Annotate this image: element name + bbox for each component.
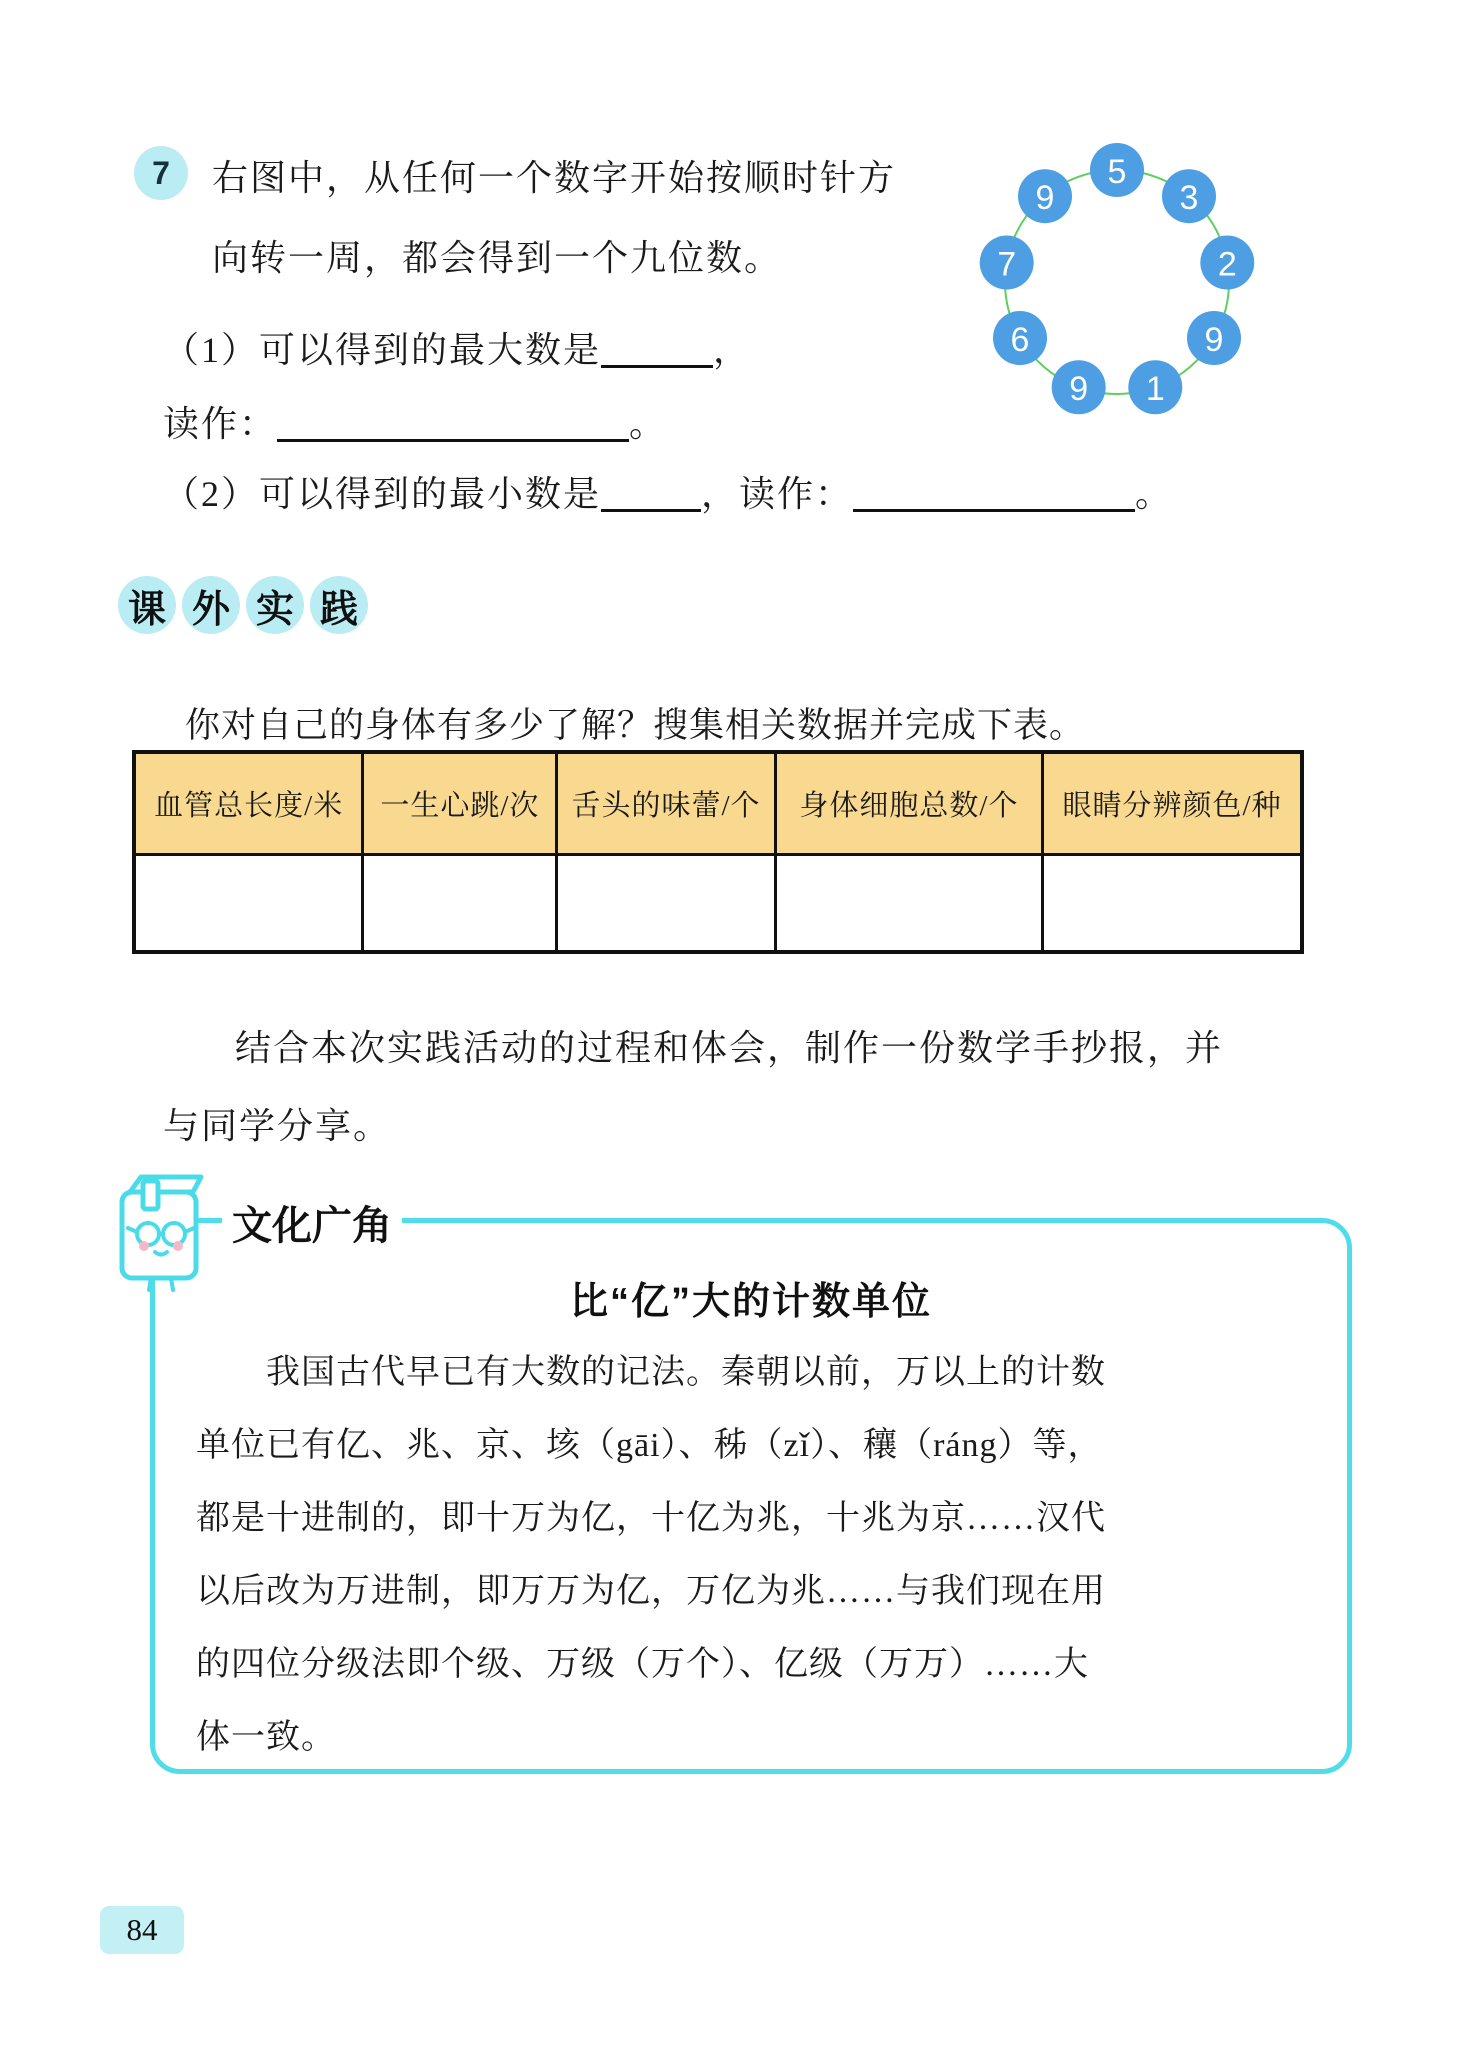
page-number-badge: 84: [100, 1906, 184, 1954]
number-node-label: 9: [1204, 321, 1224, 359]
culture-corner-title: 比“亿”大的计数单位: [569, 1281, 932, 1323]
problem-text-line2: 向转一周，都会得到一个九位数。: [212, 238, 783, 278]
culture-line: 以后改为万进制，即万万为亿，万亿为兆……与我们现在用: [196, 1573, 1106, 1610]
read-as-label: 读作：: [163, 404, 278, 444]
number-node-label: 1: [1145, 370, 1165, 409]
table-header-row: [134, 752, 1302, 854]
section-header-practice: [118, 576, 368, 634]
culture-corner-label: 文化广角: [222, 1194, 402, 1251]
number-node-label: 2: [1217, 245, 1237, 284]
read-as-label-2: ，读作：: [701, 474, 854, 514]
answer-blank-max-number: [601, 330, 713, 368]
number-node-label: 3: [1179, 179, 1199, 218]
culture-corner-paragraph: [196, 1336, 1312, 1774]
table-cell-empty: [363, 854, 557, 952]
period: 。: [1135, 474, 1174, 514]
question-1-read-line: [163, 396, 667, 447]
followup-text-line2: 与同学分享。: [163, 1106, 392, 1146]
table-cell-empty: [557, 854, 775, 952]
table-header-body-cells: 身体细胞总数/个: [775, 752, 1042, 854]
header-char: 践: [310, 576, 368, 634]
table-cell-empty: [134, 854, 363, 952]
question-2-text: （2）可以得到的最小数是: [163, 474, 602, 514]
table-header-blood-vessels: 血管总长度/米: [134, 752, 363, 854]
culture-line: 单位已有亿、兆、京、垓（gāi）、秭（zǐ）、穰（ráng）等，: [196, 1427, 1103, 1464]
header-char: 实: [246, 576, 304, 634]
culture-line: 体一致。: [196, 1719, 336, 1756]
body-data-table: [132, 750, 1304, 954]
number-circle-svg: [967, 132, 1267, 432]
number-node-label: 5: [1107, 153, 1127, 191]
question-1-text: （1）可以得到的最大数是: [163, 330, 602, 370]
problem-number-badge: 7: [134, 146, 188, 200]
culture-line: 的四位分级法即个级、万级（万个）、亿级（万万）……大: [196, 1646, 1089, 1683]
table-row: [134, 854, 1302, 952]
practice-intro-text: 你对自己的身体有多少了解？搜集相关数据并完成下表。: [185, 706, 1086, 745]
followup-text-line1: 结合本次实践活动的过程和体会，制作一份数学手抄报，并: [235, 1028, 1224, 1068]
comma: ，: [713, 330, 752, 370]
period: 。: [629, 404, 668, 444]
question-1-line: [163, 322, 751, 373]
answer-blank-min-reading: [853, 474, 1135, 512]
table-header-taste-buds: 舌头的味蕾/个: [557, 752, 775, 854]
header-char: 外: [182, 576, 240, 634]
culture-line: 我国古代早已有大数的记法。秦朝以前，万以上的计数: [266, 1354, 1106, 1391]
answer-blank-min-number: [601, 474, 701, 512]
table-header-eye-colors: 眼睛分辨颜色/种: [1043, 752, 1302, 854]
number-node-label: 6: [1010, 321, 1030, 359]
problem-text-line1: 右图中，从任何一个数字开始按顺时针方: [212, 158, 897, 198]
table-cell-empty: [1043, 854, 1302, 952]
header-char: 课: [118, 576, 176, 634]
table-header-heartbeats: 一生心跳/次: [363, 752, 557, 854]
answer-blank-max-reading: [277, 404, 629, 442]
number-node-label: 9: [1035, 179, 1055, 218]
question-2-line: [163, 466, 1173, 517]
table-cell-empty: [775, 854, 1042, 952]
number-node-label: 7: [997, 245, 1017, 284]
culture-line: 都是十进制的，即十万为亿，十亿为兆，十兆为京……汉代: [196, 1500, 1106, 1537]
number-node-label: 9: [1069, 370, 1089, 409]
